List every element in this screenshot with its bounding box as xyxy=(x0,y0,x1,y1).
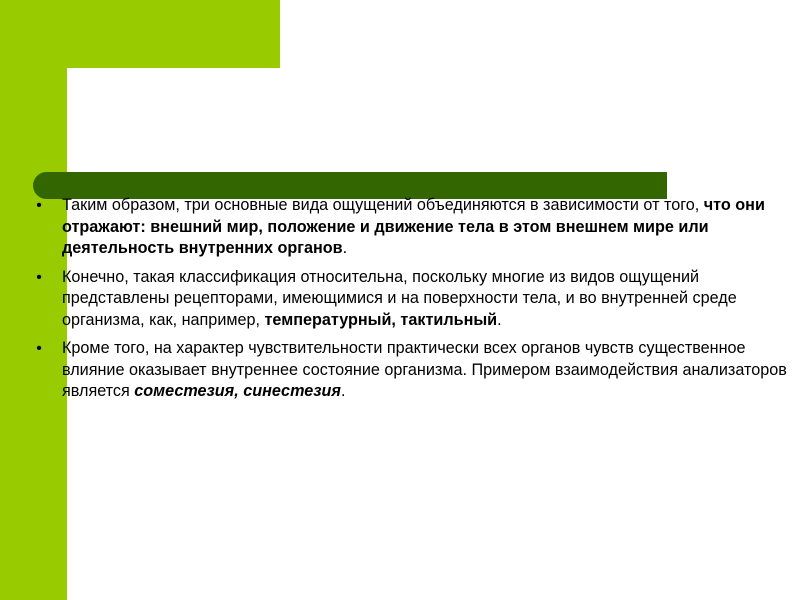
bullet-text-bold-italic: соместезия, синестезия xyxy=(134,382,341,400)
bullet-dot-icon: • xyxy=(36,268,42,286)
bullet-text-normal: . xyxy=(340,382,346,400)
bullet-item xyxy=(34,338,794,403)
bullet-text-normal: . xyxy=(342,239,348,257)
bullet-item xyxy=(34,195,794,260)
bullet-list xyxy=(34,195,794,410)
content-corner-curve xyxy=(67,68,137,138)
bullet-text-normal: Конечно, такая классификация относительна, поскольку многие из видов ощущений представлены рецепторами, имеющимися и на поверхности тела, и во внутренней среде организма, как, например, xyxy=(62,267,737,329)
bullet-dot-icon: • xyxy=(36,340,42,357)
bullet-text-normal: . xyxy=(497,310,502,329)
bullet-text-bold: температурный, тактильный xyxy=(264,310,498,329)
bullet-text-bold: что они отражают: внешний мир, положение и движение тела в этом внешнем мире или деятельность внутренних органов xyxy=(62,196,765,257)
bullet-item xyxy=(34,267,794,332)
bullet-dot-icon: • xyxy=(36,197,42,214)
bullet-text-normal: Таким образом, три основные вида ощущений объединяются в зависимости от того, xyxy=(62,196,704,214)
bullet-text-normal: Кроме того, на характер чувствительности практически всех органов чувств существенное влияние оказывает внутреннее состояние организма. Примером взаимодействия анализаторов является xyxy=(62,339,787,400)
